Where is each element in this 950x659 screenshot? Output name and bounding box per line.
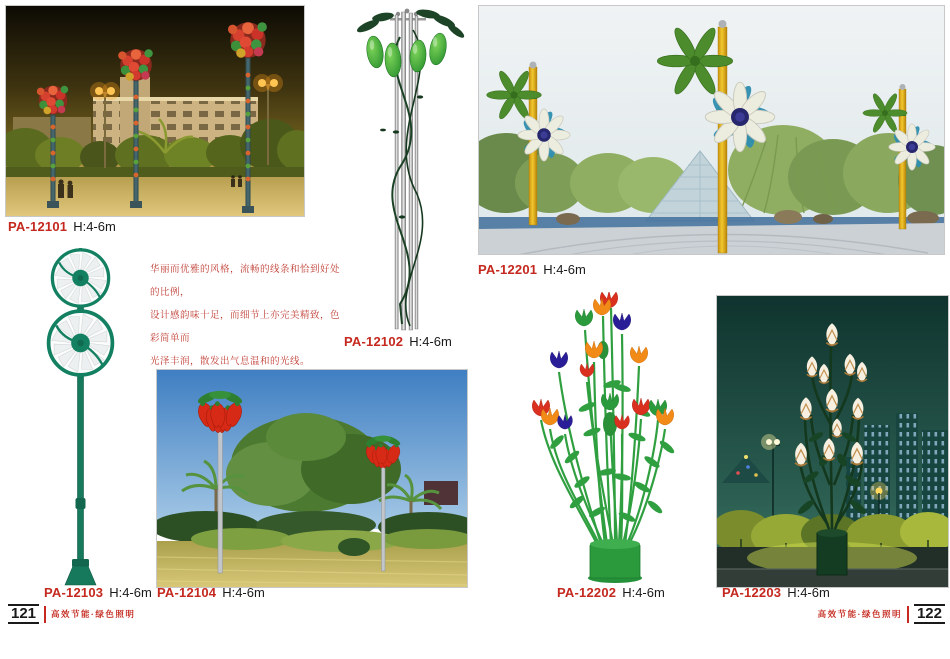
page-number-left: 121 (8, 604, 39, 624)
footer-slogan-right: 高效节能·绿色照明 (817, 609, 902, 619)
product-spec: H:4-6m (409, 334, 452, 349)
label-pa-12104 (157, 585, 265, 600)
label-pa-12101 (8, 219, 116, 234)
product-spec: H:4-6m (73, 219, 116, 234)
page-number-right: 122 (914, 604, 945, 624)
product-code: PA-12101 (8, 219, 68, 234)
product-code: PA-12201 (478, 262, 538, 277)
photo-pa-12102 (338, 2, 478, 332)
footer-left (8, 604, 135, 624)
label-pa-12203 (722, 585, 830, 600)
product-code: PA-12104 (157, 585, 217, 600)
product-spec: H:4-6m (543, 262, 586, 277)
footer-divider-right (907, 606, 909, 623)
product-code: PA-12202 (557, 585, 617, 600)
photo-pa-12201 (478, 5, 945, 255)
photo-pa-12203 (716, 295, 949, 588)
label-pa-12202 (557, 585, 665, 600)
description-line-1: 华丽而优雅的风格，流畅的线条和恰到好处的比例， (150, 264, 341, 298)
photo-pa-12104 (156, 369, 468, 588)
product-spec: H:4-6m (622, 585, 665, 600)
product-code: PA-12203 (722, 585, 782, 600)
description-line-2: 设计感韵味十足，而细节上亦完美精致，色彩简单而 (150, 310, 341, 344)
photo-pa-12101 (5, 5, 305, 217)
label-pa-12102 (344, 334, 452, 349)
label-pa-12201 (478, 262, 586, 277)
product-spec: H:4-6m (109, 585, 152, 600)
photo-pa-12202 (527, 292, 705, 588)
label-pa-12103 (44, 585, 152, 600)
description-line-3: 光泽丰润，散发出气息温和的光线。 (150, 356, 311, 367)
footer-right (818, 604, 945, 624)
product-spec: H:4-6m (787, 585, 830, 600)
product-spec: H:4-6m (222, 585, 265, 600)
product-code: PA-12102 (344, 334, 404, 349)
description-text (150, 258, 345, 373)
footer-slogan-left: 高效节能·绿色照明 (51, 609, 136, 619)
footer-divider-left (44, 606, 46, 623)
product-code: PA-12103 (44, 585, 104, 600)
photo-pa-12103 (18, 246, 146, 588)
